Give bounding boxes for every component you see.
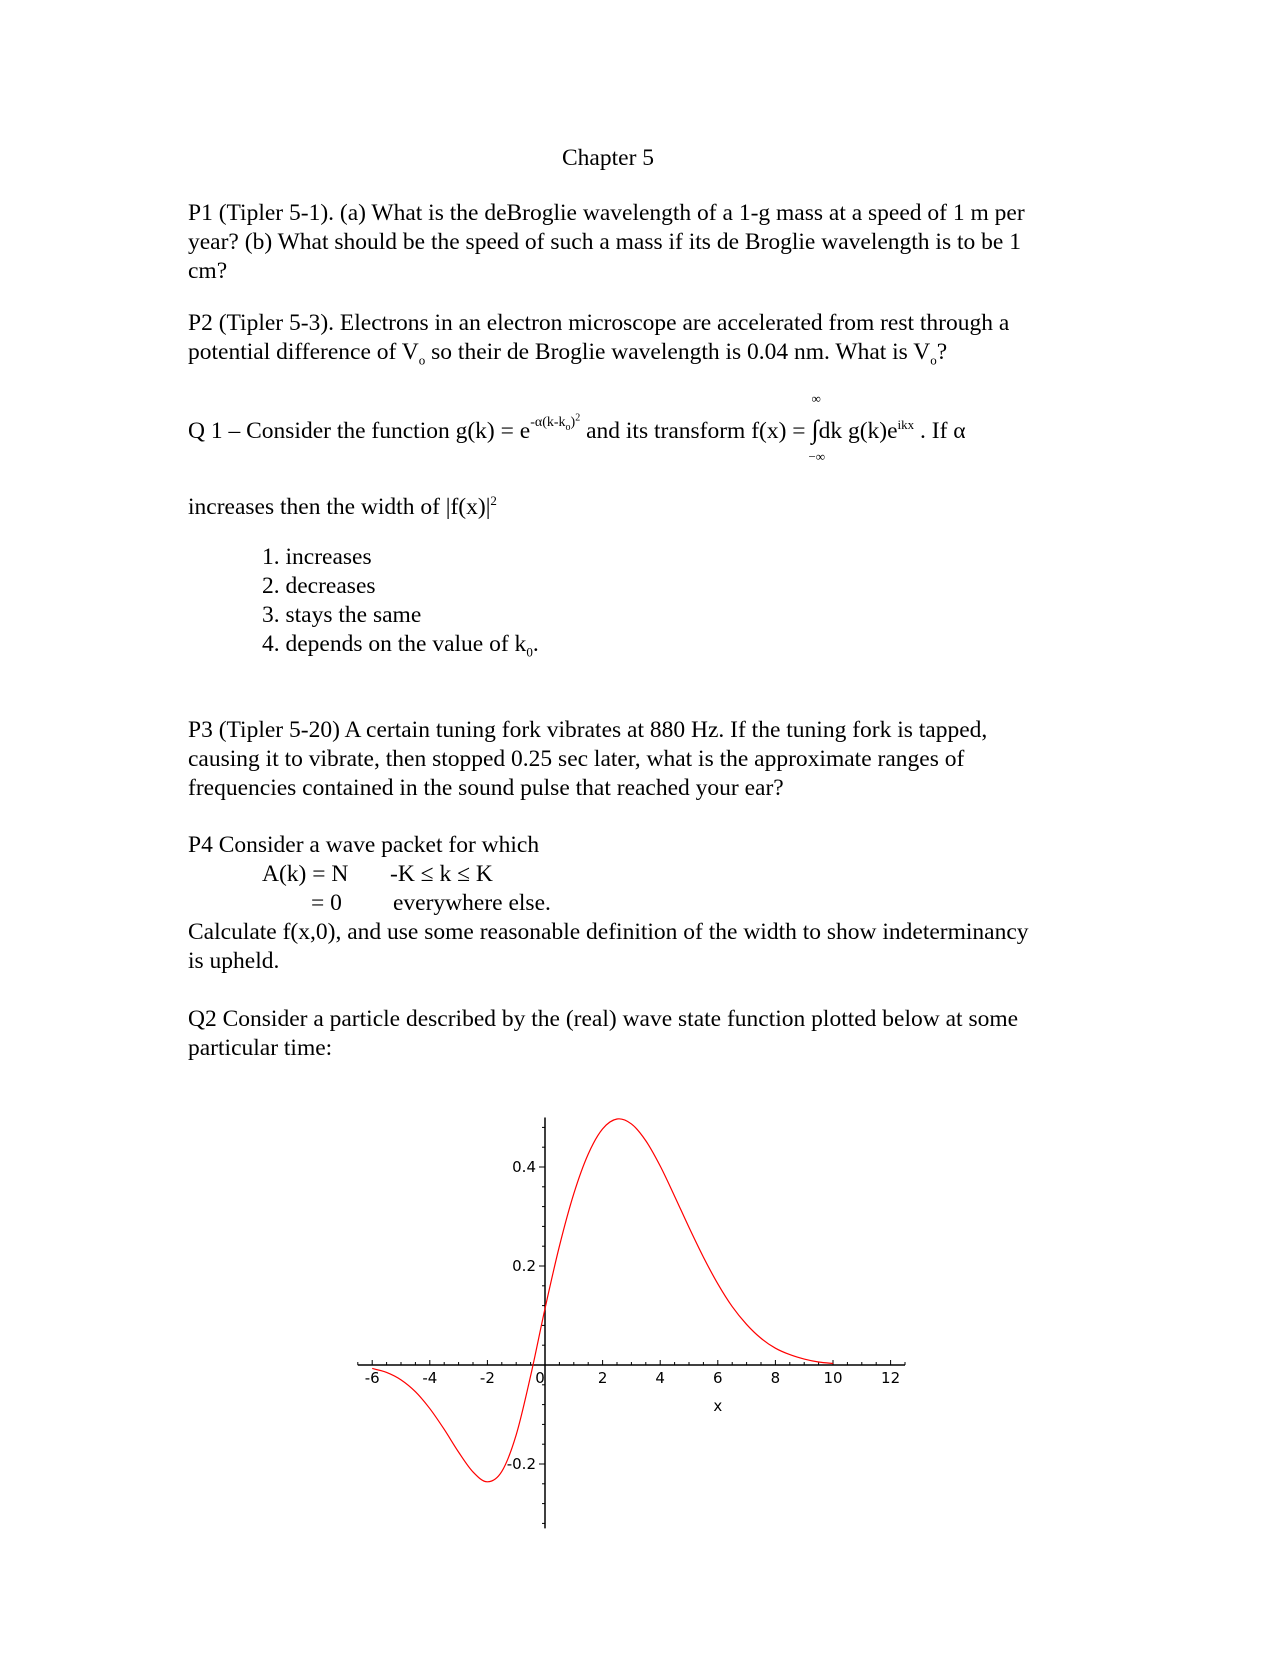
p4-line4: Calculate f(x,0), and use some reasonable definition of the width to show indeterminancy	[188, 919, 1029, 945]
p4-cond1: -K ≤ k ≤ K	[390, 861, 493, 887]
q1-option-sub: 0	[526, 644, 533, 660]
q1-integrand: dk g(k)e	[818, 417, 898, 444]
x-tick-label: 12	[881, 1369, 901, 1387]
problem-p1	[188, 199, 1088, 286]
p2-subscript: o	[930, 352, 937, 368]
wavefunction-curve	[372, 1119, 833, 1482]
q1-prefix: Q 1 – Consider the function g(k) =	[188, 417, 520, 444]
q1-line2-sup: 2	[490, 493, 497, 508]
p2-line	[188, 338, 1088, 375]
q1-exp-power-text: -α(k-k	[530, 414, 566, 430]
p4-line5: is upheld.	[188, 948, 280, 974]
q1-integrand-sup: ikx	[897, 417, 915, 432]
q1-options	[262, 543, 539, 667]
q1-exp-base: e	[519, 417, 531, 444]
q1-option: 2. decreases	[262, 573, 376, 599]
x-axis-label: x	[713, 1397, 723, 1415]
q1-exp-sub: o	[565, 421, 571, 433]
q1-option-text: 4. depends on the value of k	[262, 631, 527, 657]
q1-option: 3. stays the same	[262, 602, 422, 628]
x-tick-label: 4	[655, 1369, 665, 1387]
p4-cond2: everywhere else.	[393, 890, 551, 916]
q1-option	[262, 630, 539, 667]
p4-ak: A(k) = N	[262, 861, 349, 887]
q1-option: 1. increases	[262, 544, 372, 570]
p1-line: cm?	[188, 258, 228, 284]
p4-line1: P4 Consider a wave packet for which	[188, 832, 540, 858]
question-q2	[188, 1005, 1088, 1063]
x-tick-label: -6	[364, 1369, 380, 1387]
q1-mid: and its transform f(x) =	[580, 417, 812, 444]
x-tick-label: 2	[597, 1369, 608, 1387]
q1-exp-square: 2	[575, 412, 581, 424]
q2-line: Q2 Consider a particle described by the (real) wave state function plotted below at some	[188, 1006, 1019, 1032]
x-tick-label: 0	[535, 1369, 545, 1387]
wavefunction-plot	[350, 1075, 970, 1545]
x-tick-label: 6	[713, 1369, 723, 1387]
integral	[808, 390, 826, 464]
x-tick-label: 8	[770, 1369, 781, 1387]
integral-lower-limit: −∞	[808, 448, 826, 464]
p2-text: so their de Broglie wavelength is 0.04 nm. What is V	[425, 339, 931, 365]
p3-line: frequencies contained in the sound pulse that reached your ear?	[188, 775, 784, 801]
p2-text: potential difference of V	[188, 339, 419, 365]
y-tick-label: 0.2	[512, 1257, 536, 1275]
p1-line: P1 (Tipler 5-1). (a) What is the deBroglie wavelength of a 1-g mass at a speed of 1 m per	[188, 200, 1025, 226]
x-tick-label: -2	[479, 1369, 495, 1387]
p2-subscript: o	[418, 352, 426, 368]
p4-eq0: = 0	[311, 890, 342, 916]
p2-line: P2 (Tipler 5-3). Electrons in an electron microscope are accelerated from rest through a	[188, 310, 1010, 336]
q1-option-end: .	[532, 631, 539, 657]
q1-exp-power	[530, 412, 581, 433]
integral-upper-limit: ∞	[811, 390, 821, 406]
q2-line: particular time:	[188, 1035, 333, 1061]
problem-p3	[188, 716, 1088, 803]
integral-symbol: ∫	[811, 414, 819, 444]
y-tick-label: 0.4	[512, 1158, 536, 1176]
problem-p2	[188, 309, 1088, 375]
x-tick-label: 10	[823, 1369, 843, 1387]
question-q1-line1	[188, 390, 966, 464]
y-tick-label: -0.2	[506, 1455, 536, 1473]
q1-line2-text: increases then the width of |f(x)|	[188, 493, 491, 520]
q1-exp-end: )	[570, 414, 576, 430]
q1-suffix: . If α	[914, 417, 966, 444]
p3-line: causing it to vibrate, then stopped 0.25 sec later, what is the approximate ranges of	[188, 746, 965, 772]
page-title: Chapter 5	[562, 145, 655, 171]
p2-text: ?	[936, 339, 948, 365]
p1-line: year? (b) What should be the speed of such a mass if its de Broglie wavelength is to be 1	[188, 229, 1021, 255]
question-q1-line2	[188, 486, 497, 522]
p3-line: P3 (Tipler 5-20) A certain tuning fork vibrates at 880 Hz. If the tuning fork is tapped,	[188, 717, 988, 743]
x-tick-label: -4	[422, 1369, 438, 1387]
